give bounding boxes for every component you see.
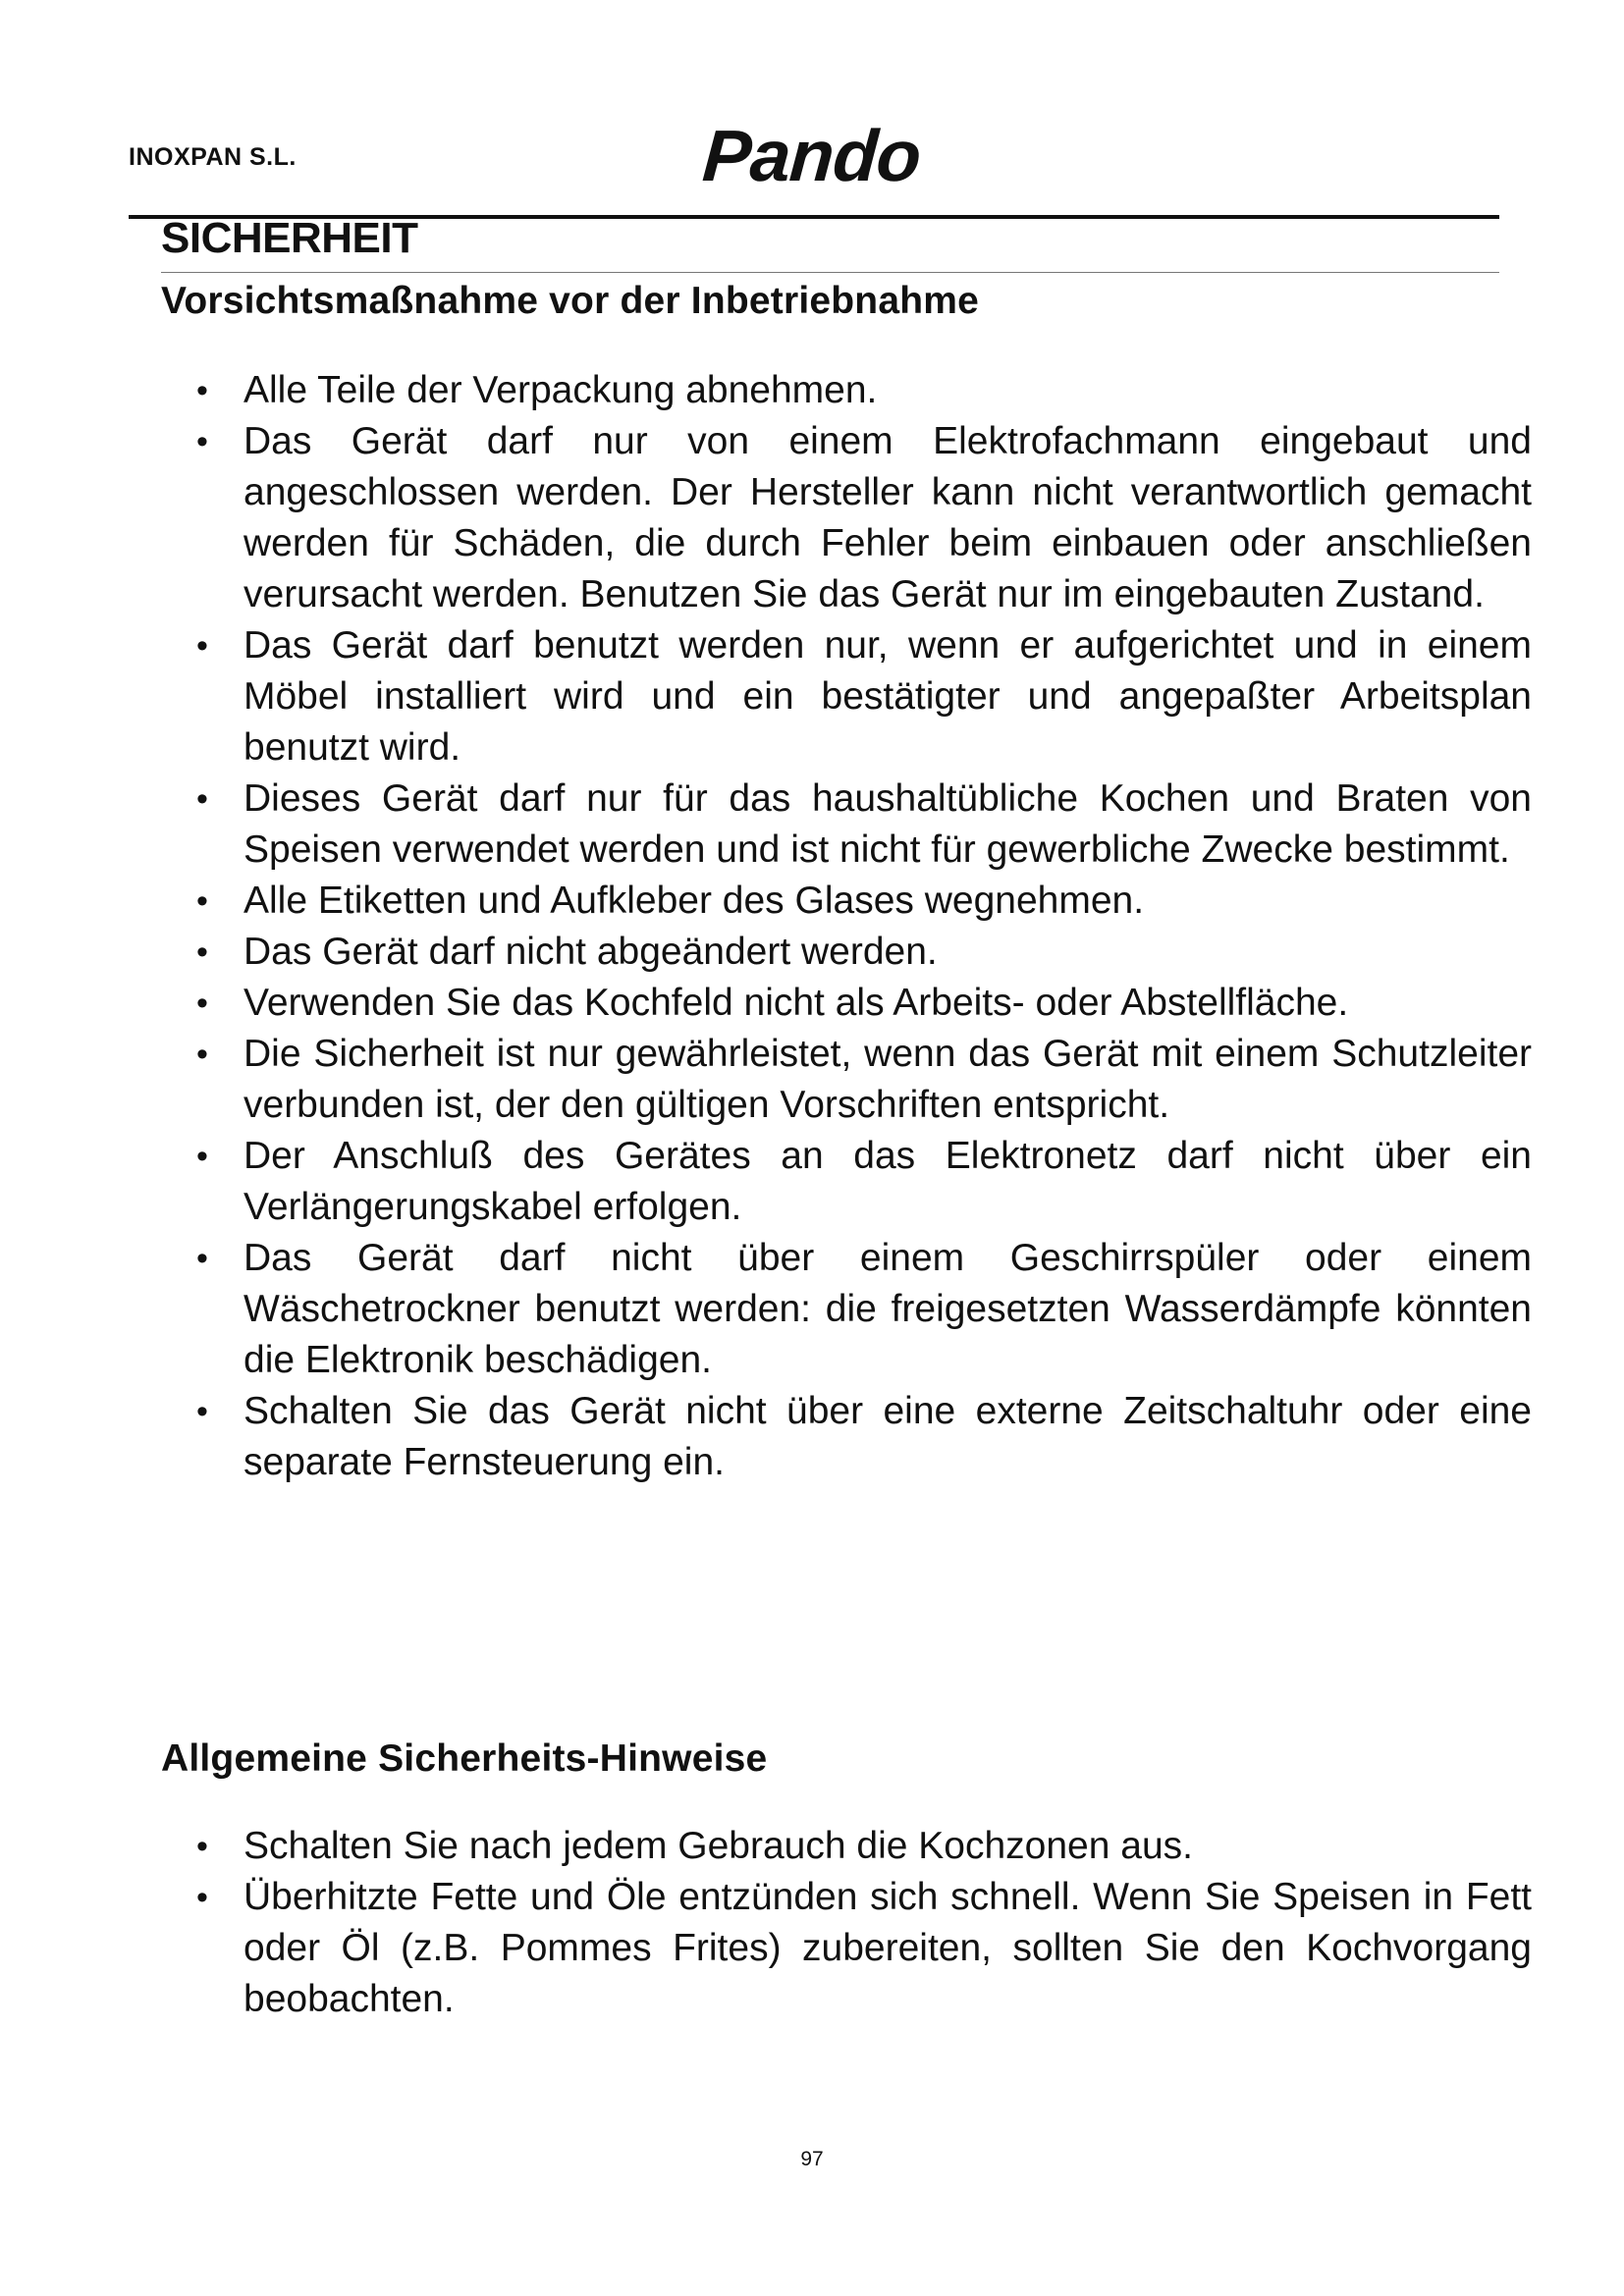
list-item: • Alle Teile der Verpackung abnehmen.	[196, 365, 1532, 416]
list-item: • Das Gerät darf nicht über einem Geschirrspüler oder einem Wäschetrockner benutzt werden: die freigesetzten Wasserdämpfe könnten die Elektronik beschädigen.	[196, 1233, 1532, 1386]
list-item: • Dieses Gerät darf nur für das haushaltübliche Kochen und Braten von Speisen verwendet werden und ist nicht für gewerbliche Zwecke bestimmt.	[196, 774, 1532, 876]
brand-logo: Pando	[700, 115, 924, 196]
list-item: • Die Sicherheit ist nur gewährleistet, wenn das Gerät mit einem Schutzleiter verbunden ist, der den gültigen Vorschriften entspricht.	[196, 1029, 1532, 1131]
general-safety-list	[196, 1821, 1532, 2025]
subheading-general-safety: Allgemeine Sicherheits-Hinweise	[161, 1737, 768, 1780]
list-item: • Das Gerät darf nicht abgeändert werden.	[196, 927, 1532, 978]
section-title: SICHERHEIT	[161, 214, 418, 262]
list-item: • Das Gerät darf benutzt werden nur, wenn er aufgerichtet und in einem Möbel installiert wird und ein bestätigter und angepaßter Arbeitsplan benutzt wird.	[196, 620, 1532, 774]
page-number: 97	[800, 2148, 824, 2170]
precautions-list	[196, 365, 1532, 1488]
list-item: • Schalten Sie nach jedem Gebrauch die Kochzonen aus.	[196, 1821, 1532, 1872]
list-item: • Der Anschluß des Gerätes an das Elektronetz darf nicht über ein Verlängerungskabel erfolgen.	[196, 1131, 1532, 1233]
list-item: • Schalten Sie das Gerät nicht über eine externe Zeitschaltuhr oder eine separate Fernsteuerung ein.	[196, 1386, 1532, 1488]
list-item: • Überhitzte Fette und Öle entzünden sich schnell. Wenn Sie Speisen in Fett oder Öl (z.B. Pommes Frites) zubereiten, sollten Sie den Kochvorgang beobachten.	[196, 1872, 1532, 2025]
company-name: INOXPAN S.L.	[129, 143, 297, 171]
list-item: • Alle Etiketten und Aufkleber des Glases wegnehmen.	[196, 876, 1532, 927]
subheading-precautions: Vorsichtsmaßnahme vor der Inbetriebnahme	[161, 280, 979, 322]
list-item: • Verwenden Sie das Kochfeld nicht als Arbeits- oder Abstellfläche.	[196, 978, 1532, 1029]
list-item: • Das Gerät darf nur von einem Elektrofachmann eingebaut und angeschlossen werden. Der Hersteller kann nicht verantwortlich gemacht werden für Schäden, die durch Fehler beim einbauen oder anschließen verursacht werden. Benutzen Sie das Gerät nur im eingebauten Zustand.	[196, 416, 1532, 620]
section-rule	[161, 272, 1499, 273]
